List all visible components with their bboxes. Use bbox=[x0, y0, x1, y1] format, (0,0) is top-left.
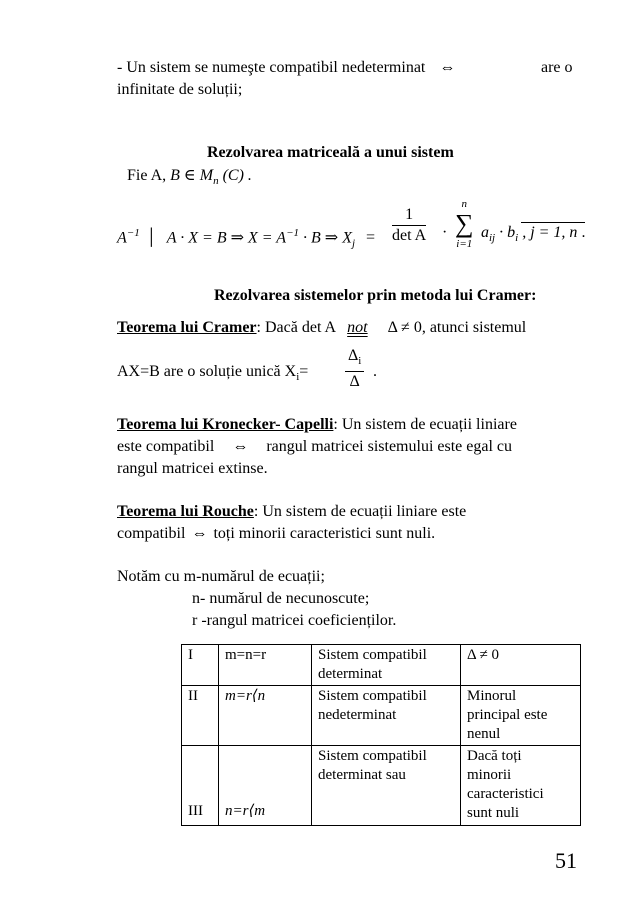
table-cell-condition: m=r⟨n bbox=[219, 686, 312, 746]
sum-symbol: ∑ bbox=[455, 209, 474, 238]
cramer-frac-num-sub: i bbox=[358, 355, 362, 368]
cell-line: Sistem compatibil bbox=[318, 688, 427, 704]
cramer-line2-sub: i bbox=[296, 371, 300, 384]
eq-exp2: −1 bbox=[286, 227, 300, 239]
cramer-line2-end: . bbox=[373, 363, 377, 380]
eq-frac-den: det A bbox=[392, 227, 427, 244]
kronecker-line2-b: rangul matricei sistemului este egal cu bbox=[266, 438, 513, 455]
table-row bbox=[182, 746, 581, 826]
kronecker-line2-a: este compatibil bbox=[117, 438, 215, 455]
rouche-line1 bbox=[117, 501, 466, 523]
eq-term2: · b bbox=[499, 224, 516, 241]
notam-line2: n- numărul de necunoscute; bbox=[192, 590, 370, 607]
rouche-line2-b: toți minorii caracteristici sunt nuli. bbox=[213, 525, 436, 542]
eq-a-inv-exp: −1 bbox=[126, 227, 140, 239]
kronecker-line2 bbox=[117, 436, 512, 458]
eq-term: a bbox=[481, 224, 489, 241]
fie-tail: (C) . bbox=[222, 167, 252, 184]
fie-prefix: Fie A, bbox=[127, 167, 167, 184]
eq-a-inv: A bbox=[117, 229, 127, 247]
fie-line bbox=[127, 165, 252, 192]
eq-term2-sub: i bbox=[515, 232, 519, 245]
cell-line: principal este bbox=[467, 707, 548, 723]
cell-line: caracteristici bbox=[467, 786, 544, 802]
eq-range: , j = 1, n bbox=[522, 224, 578, 241]
cramer-not: not bbox=[347, 319, 368, 336]
p1-line1-end: are o bbox=[541, 59, 573, 76]
rouche-line1-text: : Un sistem de ecuații liniare este bbox=[253, 503, 467, 520]
cell-line: determinat bbox=[318, 666, 383, 682]
cell-line: determinat sau bbox=[318, 767, 406, 783]
fie-math: B ∈ M bbox=[170, 167, 214, 184]
table-cell-case: III bbox=[182, 746, 219, 826]
eq-period: . bbox=[581, 224, 586, 241]
cell-line: Minorul bbox=[467, 688, 517, 704]
table-cell-case: I bbox=[182, 645, 219, 686]
cell-line: Δ ≠ 0 bbox=[467, 647, 500, 663]
eq-sum bbox=[455, 198, 474, 250]
notam-line1: Notăm cu m-numărul de ecuații; bbox=[117, 568, 325, 585]
page-number: 51 bbox=[555, 848, 577, 873]
cramer-frac-num: Δ bbox=[348, 347, 359, 364]
cell-line: nedeterminat bbox=[318, 707, 397, 723]
p1-line2: infinitate de soluții; bbox=[117, 81, 243, 98]
cell-line: Sistem compatibil bbox=[318, 647, 427, 663]
notam-line3: r -rangul matricei coeficienților. bbox=[192, 612, 397, 629]
paragraph-compatibil-nedeterminat bbox=[117, 57, 455, 79]
equivalence-arrow: ⇔ bbox=[439, 59, 456, 76]
cramer-title: Teorema lui Cramer bbox=[117, 319, 257, 336]
eq-eq-sign: = bbox=[365, 229, 376, 247]
table-cell-criterion bbox=[461, 645, 581, 686]
cramer-frac-den: Δ bbox=[349, 373, 360, 391]
cramer-line2-eq: = bbox=[299, 363, 309, 380]
rouche-line2-a: compatibil bbox=[117, 525, 186, 542]
table-row bbox=[182, 686, 581, 746]
table-cell-case: II bbox=[182, 686, 219, 746]
table-cell-type bbox=[312, 645, 461, 686]
kronecker-line3: rangul matricei extinse. bbox=[117, 460, 268, 477]
cell-line: nenul bbox=[467, 726, 501, 742]
cases-table bbox=[181, 644, 581, 826]
fie-sub: n bbox=[213, 175, 219, 188]
eq-part2: · B ⇒ X bbox=[303, 229, 352, 247]
cramer-text1: : Dacă det A bbox=[256, 319, 336, 336]
heading-matrix-method: Rezolvarea matriceală a unui sistem bbox=[207, 144, 454, 161]
cramer-cond: Δ ≠ 0 bbox=[387, 319, 422, 336]
cramer-line2-a: AX=B are o soluție unică X bbox=[117, 363, 297, 380]
cell-line: Dacă toți bbox=[467, 748, 522, 764]
equivalence-arrow-kronecker: ⇔ bbox=[232, 438, 249, 455]
eq-sum-bot: i=1 bbox=[456, 238, 473, 250]
kronecker-title: Teorema lui Kronecker- Capelli bbox=[117, 416, 334, 433]
table-cell-type bbox=[312, 686, 461, 746]
rouche-line2 bbox=[117, 523, 435, 545]
cell-line: Sistem compatibil bbox=[318, 748, 427, 764]
eq-fraction bbox=[392, 205, 426, 246]
eq-term-sub: ij bbox=[489, 232, 496, 245]
eq-part1: A · X = B ⇒ X = A bbox=[166, 229, 287, 247]
cramer-frac-num-wrap bbox=[345, 346, 364, 372]
eq-terms bbox=[481, 222, 585, 249]
table-cell-criterion bbox=[461, 686, 581, 746]
kronecker-line1 bbox=[117, 414, 517, 436]
rouche-title: Teorema lui Rouche bbox=[117, 503, 254, 520]
cramer-text2: , atunci sistemul bbox=[421, 319, 527, 336]
cramer-fraction bbox=[345, 346, 364, 392]
eq-sum-top: n bbox=[461, 198, 468, 210]
eq-dot: · bbox=[442, 224, 448, 241]
equivalence-arrow-rouche: ⇔ bbox=[191, 525, 208, 542]
eq-sub-j: j bbox=[351, 237, 356, 250]
eq-frac-num: 1 bbox=[392, 205, 426, 226]
matrix-equation bbox=[117, 222, 382, 255]
table-cell-condition: n=r⟨m bbox=[219, 746, 312, 826]
p1-line1-text: - Un sistem se numeşte compatibil nedeterminat bbox=[117, 59, 426, 76]
cell-line: sunt nuli bbox=[467, 805, 520, 821]
kronecker-line1-text: : Un sistem de ecuații liniare bbox=[333, 416, 517, 433]
eq-bar: │ bbox=[145, 229, 158, 247]
cramer-line2 bbox=[117, 361, 308, 388]
cramer-line1 bbox=[117, 317, 526, 339]
eq-overline bbox=[521, 222, 585, 223]
table-row bbox=[182, 645, 581, 686]
table-cell-type bbox=[312, 746, 461, 826]
table-cell-criterion bbox=[461, 746, 581, 826]
cell-line: minorii bbox=[467, 767, 512, 783]
table-cell-condition: m=n=r bbox=[219, 645, 312, 686]
heading-cramer-method: Rezolvarea sistemelor prin metoda lui Cramer: bbox=[214, 287, 537, 304]
